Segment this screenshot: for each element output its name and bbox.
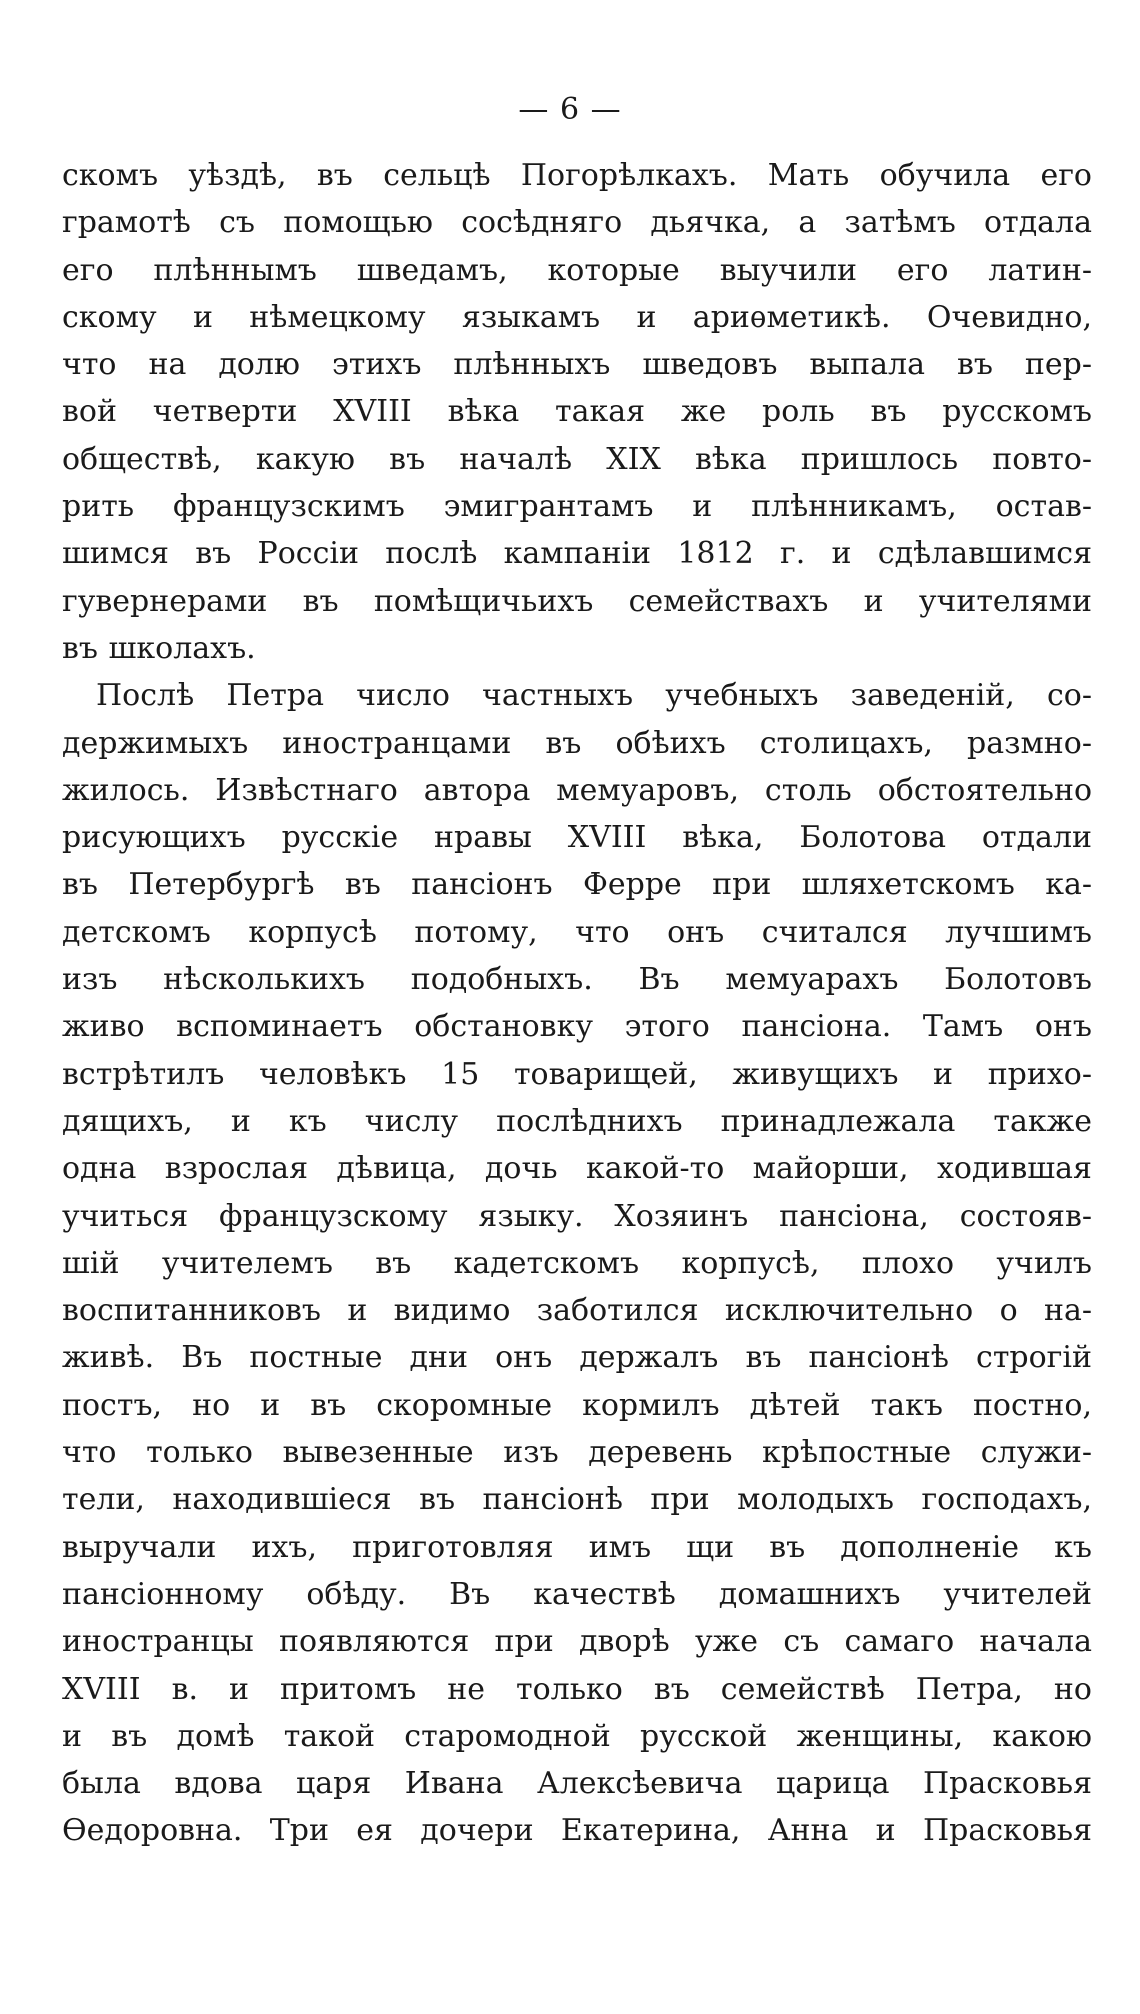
text-line: держимыхъ иностранцами въ обѣихъ столицахъ, размно- (62, 725, 1092, 761)
text-line: Послѣ Петра число частныхъ учебныхъ заведеній, со- (96, 678, 1092, 714)
text-line: детскомъ корпусѣ потому, что онъ считался лучшимъ (62, 914, 1092, 950)
body-text (62, 152, 1092, 1855)
text-line: въ школахъ. (62, 630, 256, 666)
text-line: живо вспоминаетъ обстановку этого пансіона. Тамъ онъ (62, 1009, 1092, 1045)
text-line: постъ, но и въ скоромные кормилъ дѣтей такъ постно, (62, 1387, 1092, 1423)
text-line: воспитанниковъ и видимо заботился исключительно о на- (62, 1293, 1092, 1329)
text-line: изъ нѣсколькихъ подобныхъ. Въ мемуарахъ Болотовъ (62, 962, 1092, 998)
text-line: грамотѣ съ помощью сосѣдняго дьячка, а затѣмъ отдала (62, 205, 1092, 241)
text-line: иностранцы появляются при дворѣ уже съ самаго начала (62, 1624, 1092, 1660)
text-line: дящихъ, и къ числу послѣднихъ принадлежала также (62, 1103, 1092, 1139)
text-line: была вдова царя Ивана Алексѣевича царица Прасковья (62, 1766, 1092, 1802)
text-line: въ Петербургѣ въ пансіонъ Ферре при шляхетскомъ ка- (62, 867, 1092, 903)
text-line: вой четверти XVIII вѣка такая же роль въ русскомъ (62, 394, 1092, 430)
text-line: скомъ уѣздѣ, въ сельцѣ Погорѣлкахъ. Мать обучила его (62, 158, 1092, 193)
text-line: тели, находившіеся въ пансіонѣ при молодыхъ господахъ, (62, 1482, 1092, 1518)
text-line: выручали ихъ, приготовляя имъ щи въ дополненіе къ (62, 1529, 1092, 1565)
text-line: его плѣннымъ шведамъ, которые выучили его латин- (62, 252, 1092, 288)
text-line: шимся въ Россіи послѣ кампаніи 1812 г. и сдѣлавшимся (62, 536, 1092, 572)
paragraph-1 (62, 152, 1092, 672)
text-line: живѣ. Въ постные дни онъ держалъ въ пансіонѣ строгій (62, 1340, 1092, 1376)
text-line: шій учителемъ въ кадетскомъ корпусѣ, плохо училъ (62, 1245, 1092, 1281)
text-line: гувернерами въ помѣщичьихъ семействахъ и учителями (62, 583, 1092, 619)
text-line: скому и нѣмецкому языкамъ и ариѳметикѣ. Очевидно, (62, 299, 1092, 335)
text-line: пансіонному обѣду. Въ качествѣ домашнихъ учителей (62, 1576, 1092, 1612)
paragraph-2 (62, 672, 1092, 1854)
text-line: жилось. Извѣстнаго автора мемуаровъ, столь обстоятельно (62, 772, 1092, 808)
text-line: Ѳедоровна. Три ея дочери Екатерина, Анна и Прасковья (62, 1813, 1092, 1849)
text-line: и въ домѣ такой старомодной русской женщины, какою (62, 1718, 1092, 1754)
text-line: рить французскимъ эмигрантамъ и плѣнникамъ, остав- (62, 489, 1092, 525)
text-line: что на долю этихъ плѣнныхъ шведовъ выпала въ пер- (62, 347, 1092, 383)
text-line: одна взрослая дѣвица, дочь какой-то майорши, ходившая (62, 1151, 1092, 1187)
text-line: встрѣтилъ человѣкъ 15 товарищей, живущихъ и прихо- (62, 1056, 1092, 1092)
text-line: что только вывезенные изъ деревень крѣпостные служи- (62, 1435, 1092, 1471)
page-number: — 6 — (518, 92, 622, 127)
text-line: рисующихъ русскіе нравы XVIII вѣка, Болотова отдали (62, 820, 1092, 856)
text-line: учиться французскому языку. Хозяинъ пансіона, состояв- (62, 1198, 1092, 1234)
text-line: XVIII в. и притомъ не только въ семействѣ Петра, но (62, 1671, 1092, 1707)
text-line: обществѣ, какую въ началѣ XIX вѣка пришлось повто- (62, 441, 1092, 477)
